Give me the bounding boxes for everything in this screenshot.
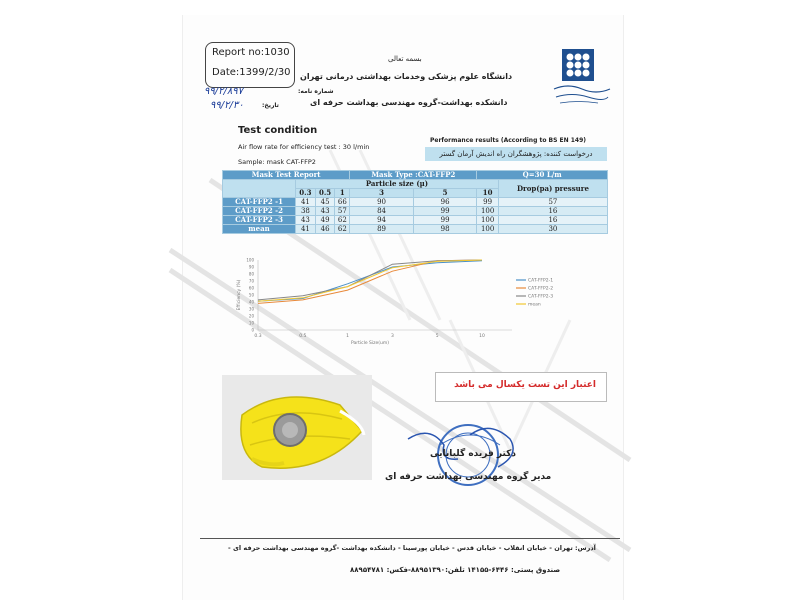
efficiency-chart	[232, 250, 602, 350]
table-cell: 38	[296, 207, 316, 216]
size-header: 0.3	[296, 189, 316, 198]
x-tick-label: 5	[435, 334, 439, 339]
table-cell: 62	[335, 225, 350, 234]
y-tick-label: 90	[248, 264, 254, 270]
table-cell: 16	[498, 216, 607, 225]
table-cell: 43	[315, 207, 335, 216]
y-tick-label: 0	[251, 327, 254, 333]
y-tick-label: 100	[246, 257, 254, 263]
table-cell: 41	[296, 225, 316, 234]
table-cell: 30	[498, 225, 607, 234]
report-info-box	[205, 42, 295, 88]
table-cell: 16	[498, 207, 607, 216]
official-stamp	[400, 415, 530, 505]
flow-rate: Q=30 L/m	[477, 171, 608, 180]
handwritten-number: ۹۹/۲/۸۹۷	[204, 86, 243, 97]
size-header: 10	[477, 189, 498, 198]
y-tick-label: 20	[248, 313, 254, 319]
row-label: CAT-FFP2 -3	[223, 216, 296, 225]
x-tick-label: 10	[479, 334, 485, 339]
footer-address: آدرس: تهران - خیابان انقلاب - خیابان قدس - خیابان پورسینا - دانشکده بهداشت -گروه مهندسی بهداشت حرفه ای -	[228, 544, 596, 552]
y-tick-label: 10	[248, 320, 254, 326]
table-cell: 49	[315, 216, 335, 225]
mask-type: Mask Type :CAT-FFP2	[350, 171, 477, 180]
legend-label: mean	[528, 302, 541, 308]
drop-pressure-header: Drop(pa) pressure	[498, 180, 607, 198]
validity-note	[435, 372, 607, 402]
report-date: Date:1399/2/30	[212, 67, 291, 78]
bismillah: بسمه تعالی	[388, 55, 422, 63]
series-line	[258, 260, 482, 300]
row-label: CAT-FFP2 -1	[223, 198, 296, 207]
size-header: 3	[350, 189, 414, 198]
x-tick-label: 0.5	[299, 334, 307, 339]
table-cell: 57	[335, 207, 350, 216]
test-condition-title: Test condition	[238, 125, 318, 136]
table-cell: 99	[413, 216, 477, 225]
faculty-name: دانشکده بهداشت-گروه مهندسی بهداشت حرفه ای	[310, 98, 508, 107]
handwritten-date: ۹۹/۲/۳۰	[210, 100, 244, 111]
x-tick-label: 0.3	[254, 334, 262, 339]
size-header: 0.5	[315, 189, 335, 198]
mask-test-table	[222, 170, 608, 234]
university-name: دانشگاه علوم پزشکی وخدمات بهداشتی درمانی تهران	[300, 72, 513, 81]
table-cell: 100	[477, 207, 498, 216]
table-cell: 94	[350, 216, 414, 225]
y-tick-label: 80	[248, 271, 254, 277]
table-cell: 99	[477, 198, 498, 207]
table-cell: 46	[315, 225, 335, 234]
table-cell: 57	[498, 198, 607, 207]
signatory-title: مدیر گروه مهندسی بهداشت حرفه ای	[385, 472, 552, 482]
legend-label: CAT-FFP2-2	[528, 286, 554, 292]
x-tick-label: 1	[346, 334, 350, 339]
airflow-rate: Air flow rate for efficiency test : 30 l/min	[238, 143, 370, 151]
y-tick-label: 30	[248, 306, 254, 312]
table-cell: 98	[413, 225, 477, 234]
letter-number-label: شماره نامه:	[298, 88, 334, 95]
table-cell: 100	[477, 225, 498, 234]
signatory-name: دکتر فریده گلبابایی	[430, 449, 516, 459]
y-tick-label: 50	[248, 292, 254, 298]
sample-name: Sample: mask CAT-FFP2	[238, 158, 316, 166]
table-cell: 99	[413, 207, 477, 216]
legend-label: CAT-FFP2-1	[528, 278, 554, 284]
table-cell: 43	[296, 216, 316, 225]
table-cell: 84	[350, 207, 414, 216]
size-header: 5	[413, 189, 477, 198]
table-title: Mask Test Report	[223, 171, 350, 180]
size-header: 1	[335, 189, 350, 198]
x-tick-label: 3	[390, 334, 394, 339]
footer-divider	[200, 538, 620, 539]
row-label: CAT-FFP2 -2	[223, 207, 296, 216]
row-label: mean	[223, 225, 296, 234]
requester: درخواست کننده: پژوهشگران راه اندیش آرمان گستر	[425, 147, 607, 161]
legend-label: CAT-FFP2-3	[528, 294, 554, 300]
table-row	[223, 225, 608, 234]
table-cell: 62	[335, 216, 350, 225]
particle-size-header: Particle size (µ)	[296, 180, 499, 189]
performance-title: Performance results (According to BS EN 149)	[430, 137, 586, 144]
table-cell: 89	[350, 225, 414, 234]
letter-date-label: تاریخ:	[262, 102, 279, 109]
university-logo	[548, 45, 613, 107]
y-axis-label: Efficiency (%)	[237, 279, 242, 311]
table-cell: 96	[413, 198, 477, 207]
validity-text: اعتبار این تست یکسال می باشد	[454, 380, 596, 390]
mask-photo	[222, 375, 372, 480]
footer-contact: صندوق پستی: ۶۴۴۶-۱۴۱۵۵ تلفن:۸۸۹۵۱۳۹۰-فکس: ۸۸۹۵۴۷۸۱	[350, 566, 561, 574]
y-tick-label: 70	[248, 278, 254, 284]
table-cell: 66	[335, 198, 350, 207]
y-tick-label: 40	[248, 299, 254, 305]
blank-cell	[223, 180, 296, 198]
table-cell: 100	[477, 216, 498, 225]
report-number: Report no:1030	[212, 47, 290, 58]
x-axis-label: Particle Size(um)	[350, 341, 390, 346]
table-cell: 90	[350, 198, 414, 207]
table-cell: 41	[296, 198, 316, 207]
y-tick-label: 60	[248, 285, 254, 291]
table-cell: 45	[315, 198, 335, 207]
table-row	[223, 216, 608, 225]
